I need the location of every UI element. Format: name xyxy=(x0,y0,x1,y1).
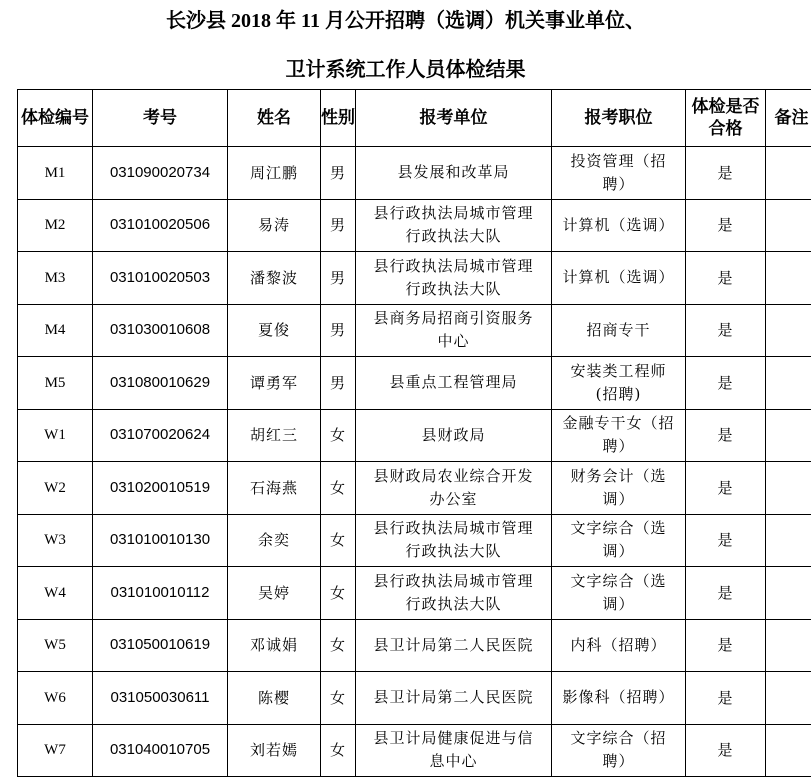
cell-exam-id: 031090020734 xyxy=(93,147,228,200)
cell-name: 石海燕 xyxy=(228,462,321,515)
cell-unit: 县财政局农业综合开发办公室 xyxy=(356,462,552,515)
cell-gender: 男 xyxy=(321,252,356,305)
cell-unit: 县行政执法局城市管理行政执法大队 xyxy=(356,199,552,252)
cell-passed: 是 xyxy=(686,252,766,305)
table-row xyxy=(18,252,811,305)
cell-position: 文字综合（选调） xyxy=(552,514,686,567)
header-unit: 报考单位 xyxy=(356,90,552,147)
cell-name: 吴婷 xyxy=(228,567,321,620)
header-number: 体检编号 xyxy=(18,90,93,147)
cell-position: 文字综合（招聘） xyxy=(552,724,686,777)
cell-name: 夏俊 xyxy=(228,304,321,357)
cell-unit: 县财政局 xyxy=(356,409,552,462)
table-row xyxy=(18,567,811,620)
cell-remarks xyxy=(766,672,811,725)
table-row xyxy=(18,409,811,462)
header-name: 姓名 xyxy=(228,90,321,147)
table-row xyxy=(18,514,811,567)
table-row xyxy=(18,199,811,252)
cell-passed: 是 xyxy=(686,147,766,200)
cell-exam-id: 031010020506 xyxy=(93,199,228,252)
cell-position: 财务会计（选调） xyxy=(552,462,686,515)
cell-name: 刘若嫣 xyxy=(228,724,321,777)
cell-remarks xyxy=(766,147,811,200)
cell-position: 计算机（选调） xyxy=(552,199,686,252)
cell-unit: 县卫计局健康促进与信息中心 xyxy=(356,724,552,777)
cell-gender: 女 xyxy=(321,619,356,672)
cell-passed: 是 xyxy=(686,304,766,357)
cell-passed: 是 xyxy=(686,672,766,725)
cell-number: W1 xyxy=(18,409,93,462)
cell-number: M3 xyxy=(18,252,93,305)
cell-remarks xyxy=(766,514,811,567)
cell-number: W4 xyxy=(18,567,93,620)
table-body xyxy=(18,147,811,777)
table-header-row xyxy=(18,90,811,147)
table-row xyxy=(18,357,811,410)
cell-position: 影像科（招聘） xyxy=(552,672,686,725)
cell-position: 招商专干 xyxy=(552,304,686,357)
cell-number: M2 xyxy=(18,199,93,252)
header-remarks: 备注 xyxy=(766,90,811,147)
cell-number: W6 xyxy=(18,672,93,725)
cell-position: 投资管理（招聘） xyxy=(552,147,686,200)
cell-name: 周江鹏 xyxy=(228,147,321,200)
cell-name: 易涛 xyxy=(228,199,321,252)
cell-number: W7 xyxy=(18,724,93,777)
cell-exam-id: 031010010112 xyxy=(93,567,228,620)
header-passed: 体检是否合格 xyxy=(686,90,766,147)
cell-exam-id: 031040010705 xyxy=(93,724,228,777)
cell-number: M5 xyxy=(18,357,93,410)
cell-exam-id: 031050030611 xyxy=(93,672,228,725)
cell-passed: 是 xyxy=(686,619,766,672)
cell-position: 内科（招聘） xyxy=(552,619,686,672)
cell-remarks xyxy=(766,252,811,305)
exam-results-table xyxy=(17,89,811,777)
cell-gender: 女 xyxy=(321,567,356,620)
cell-remarks xyxy=(766,357,811,410)
cell-gender: 女 xyxy=(321,514,356,567)
cell-passed: 是 xyxy=(686,357,766,410)
header-position: 报考职位 xyxy=(552,90,686,147)
cell-unit: 县商务局招商引资服务中心 xyxy=(356,304,552,357)
cell-remarks xyxy=(766,724,811,777)
cell-unit: 县卫计局第二人民医院 xyxy=(356,619,552,672)
cell-unit: 县发展和改革局 xyxy=(356,147,552,200)
cell-passed: 是 xyxy=(686,514,766,567)
cell-position: 安装类工程师(招聘) xyxy=(552,357,686,410)
table-row xyxy=(18,672,811,725)
table-row xyxy=(18,462,811,515)
cell-number: W2 xyxy=(18,462,93,515)
table-row xyxy=(18,619,811,672)
document-title-line-1: 长沙县 2018 年 11 月公开招聘（选调）机关事业单位、 xyxy=(166,10,645,32)
cell-unit: 县行政执法局城市管理行政执法大队 xyxy=(356,252,552,305)
header-gender: 性别 xyxy=(321,90,356,147)
cell-unit: 县卫计局第二人民医院 xyxy=(356,672,552,725)
cell-name: 胡红三 xyxy=(228,409,321,462)
cell-gender: 男 xyxy=(321,304,356,357)
cell-gender: 女 xyxy=(321,409,356,462)
cell-exam-id: 031070020624 xyxy=(93,409,228,462)
cell-gender: 男 xyxy=(321,357,356,410)
cell-exam-id: 031030010608 xyxy=(93,304,228,357)
cell-exam-id: 031080010629 xyxy=(93,357,228,410)
cell-name: 陈樱 xyxy=(228,672,321,725)
cell-passed: 是 xyxy=(686,567,766,620)
cell-remarks xyxy=(766,619,811,672)
document-title-line-2: 卫计系统工作人员体检结果 xyxy=(285,59,526,81)
cell-remarks xyxy=(766,462,811,515)
cell-gender: 男 xyxy=(321,147,356,200)
cell-exam-id: 031010020503 xyxy=(93,252,228,305)
cell-unit: 县重点工程管理局 xyxy=(356,357,552,410)
cell-position: 文字综合（选调） xyxy=(552,567,686,620)
cell-unit: 县行政执法局城市管理行政执法大队 xyxy=(356,567,552,620)
cell-passed: 是 xyxy=(686,462,766,515)
header-exam-id: 考号 xyxy=(93,90,228,147)
cell-name: 谭勇军 xyxy=(228,357,321,410)
cell-gender: 男 xyxy=(321,199,356,252)
cell-exam-id: 031020010519 xyxy=(93,462,228,515)
cell-number: M4 xyxy=(18,304,93,357)
cell-position: 计算机（选调） xyxy=(552,252,686,305)
cell-passed: 是 xyxy=(686,724,766,777)
cell-exam-id: 031010010130 xyxy=(93,514,228,567)
cell-number: W5 xyxy=(18,619,93,672)
cell-exam-id: 031050010619 xyxy=(93,619,228,672)
cell-passed: 是 xyxy=(686,199,766,252)
cell-remarks xyxy=(766,409,811,462)
cell-gender: 女 xyxy=(321,462,356,515)
cell-number: W3 xyxy=(18,514,93,567)
cell-remarks xyxy=(766,304,811,357)
cell-name: 余奕 xyxy=(228,514,321,567)
table-row xyxy=(18,147,811,200)
cell-gender: 女 xyxy=(321,724,356,777)
cell-position: 金融专干女（招聘） xyxy=(552,409,686,462)
cell-name: 潘黎波 xyxy=(228,252,321,305)
cell-passed: 是 xyxy=(686,409,766,462)
cell-name: 邓诚娟 xyxy=(228,619,321,672)
cell-remarks xyxy=(766,199,811,252)
cell-remarks xyxy=(766,567,811,620)
cell-unit: 县行政执法局城市管理行政执法大队 xyxy=(356,514,552,567)
cell-gender: 女 xyxy=(321,672,356,725)
cell-number: M1 xyxy=(18,147,93,200)
table-row xyxy=(18,724,811,777)
table-row xyxy=(18,304,811,357)
